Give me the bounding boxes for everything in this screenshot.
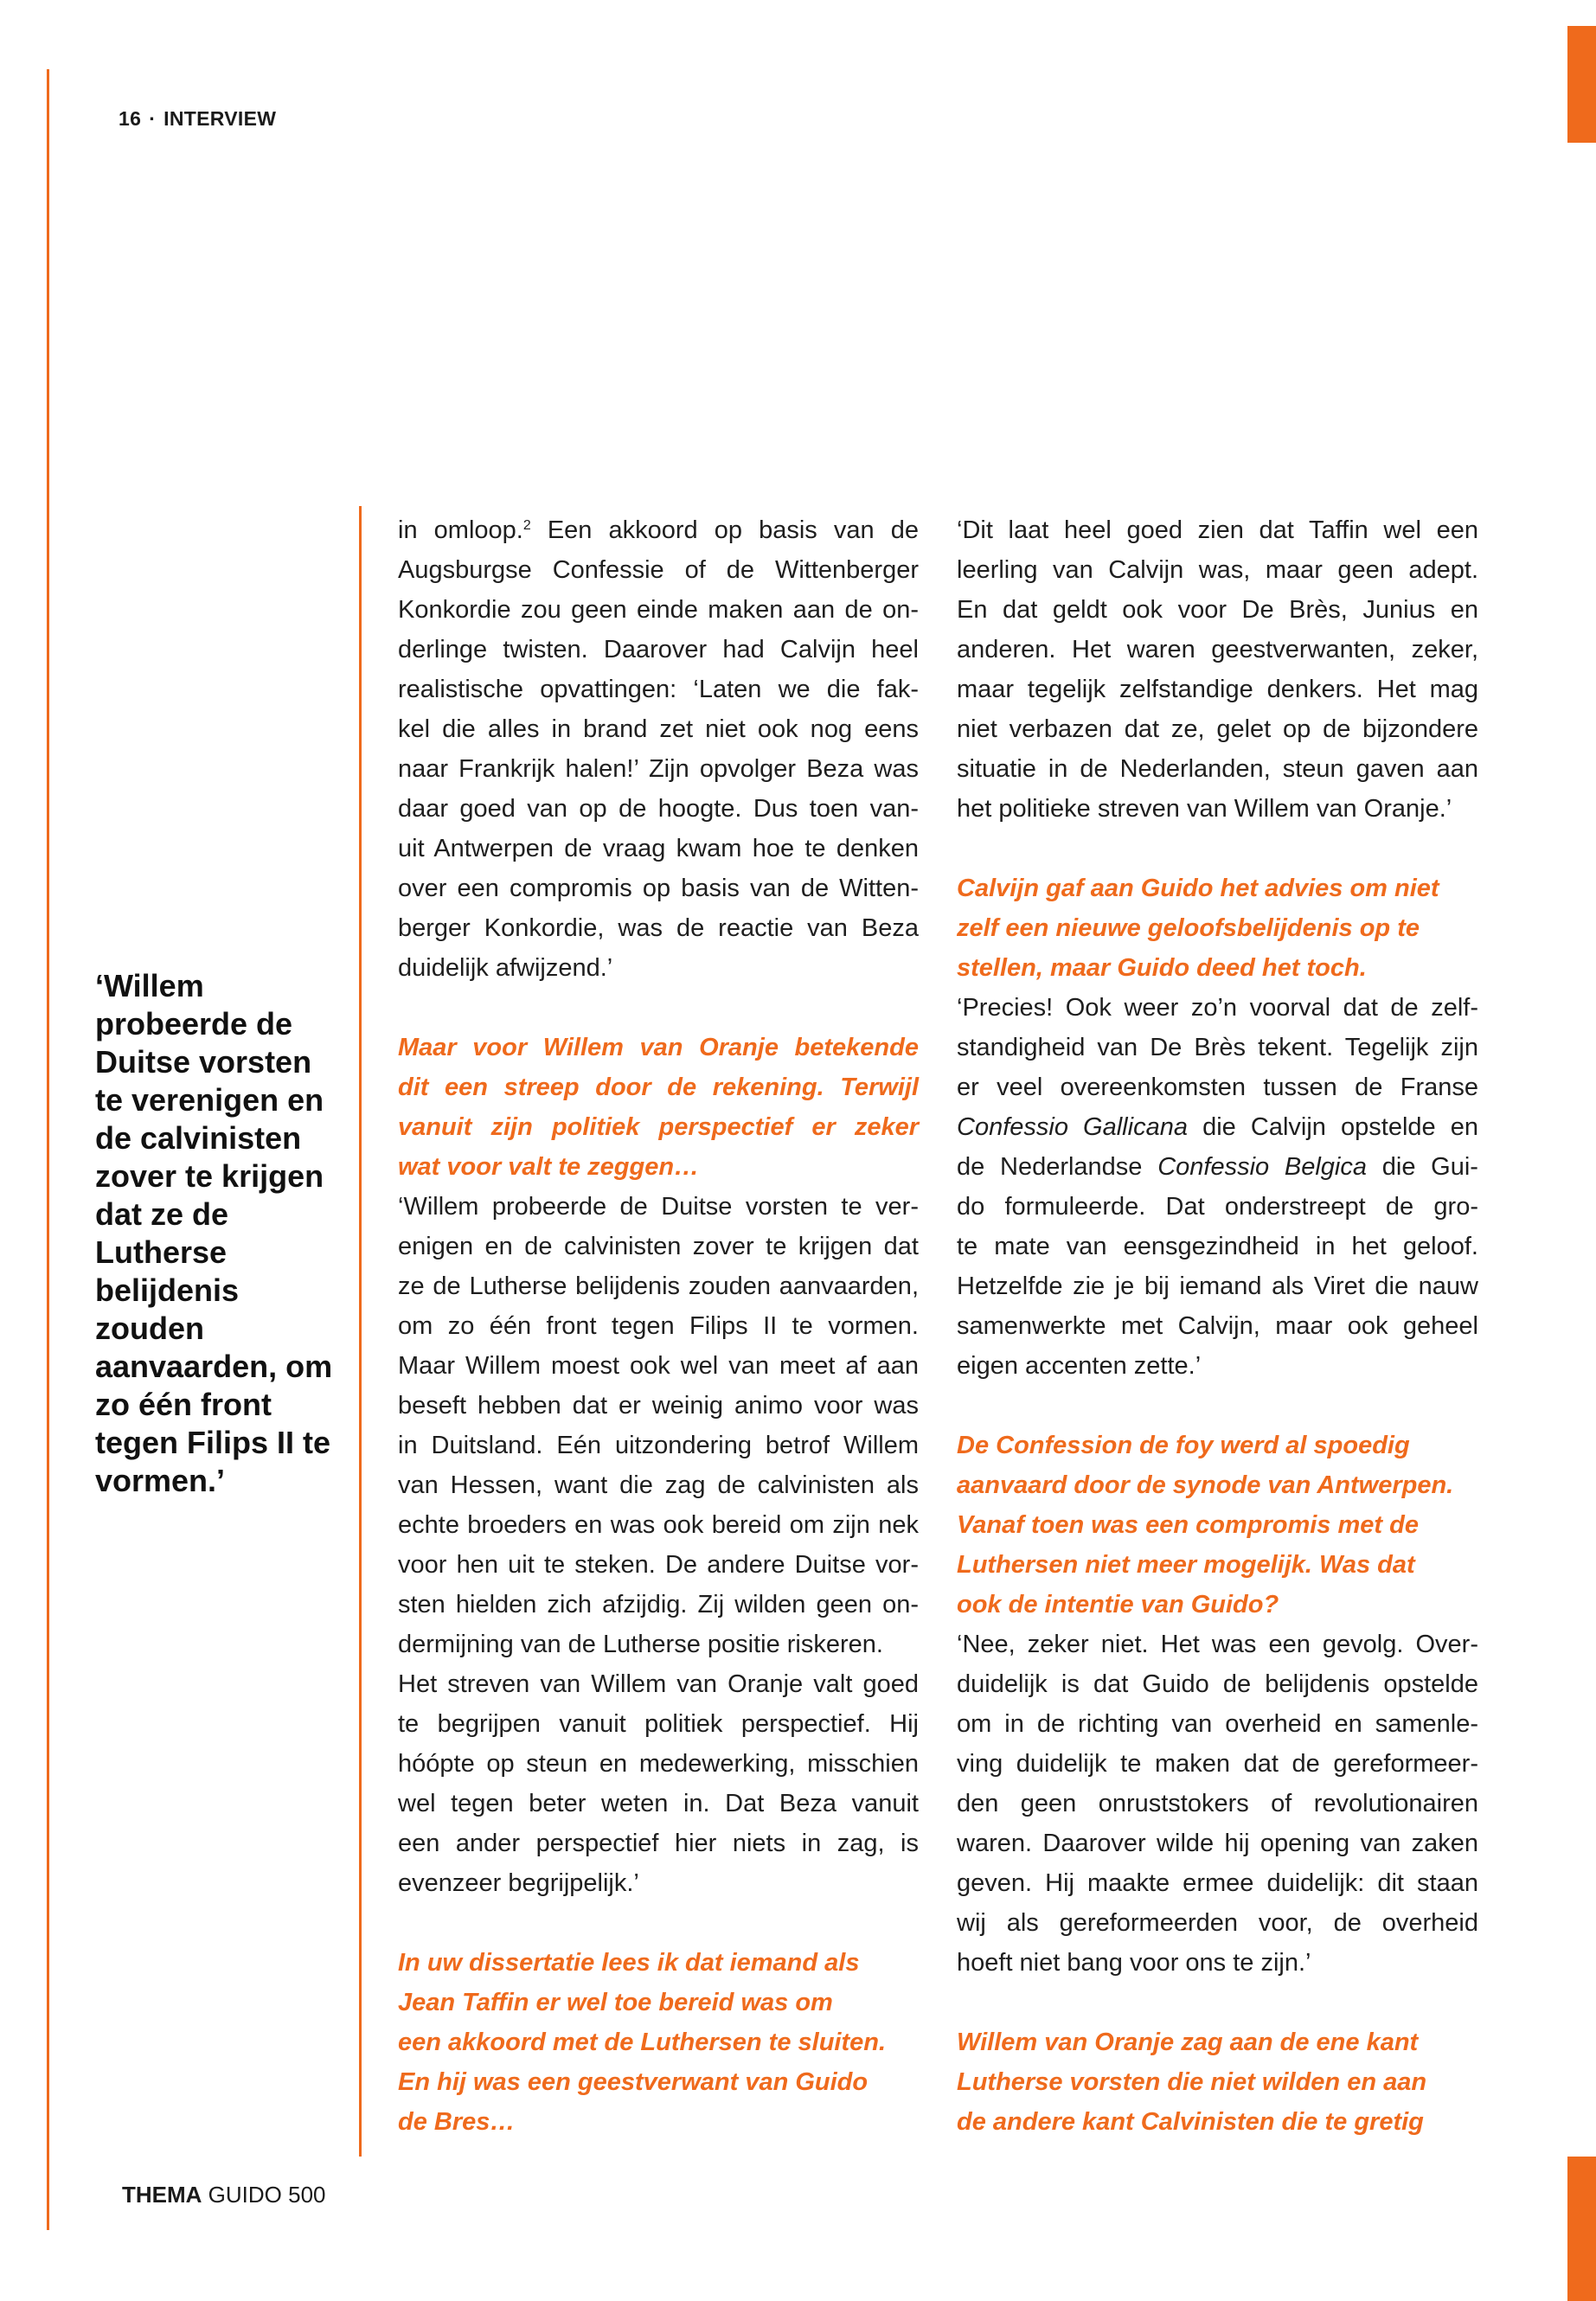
paragraph bbox=[398, 1187, 919, 1664]
accent-tab-top bbox=[1567, 26, 1596, 143]
accent-tab-bottom bbox=[1567, 2157, 1596, 2301]
text-line: duidelijk is dat Guido de belijdenis opstelde bbox=[957, 1670, 1478, 1698]
question-line: de andere kant Calvinisten die te gretig bbox=[957, 2108, 1424, 2136]
question-line: Maar voor Willem van Oranje betekende bbox=[398, 1034, 919, 1061]
text-span: die Calvijn opstelde en bbox=[1187, 1113, 1478, 1141]
text-line: over een compromis op basis van de Witten- bbox=[398, 875, 919, 902]
text-line: niet verbazen dat ze, gelet op de bijzondere bbox=[957, 715, 1478, 743]
text-line: sten hielden zich afzijdig. Zij wilden geen on- bbox=[398, 1591, 919, 1618]
text-line: wij als gereformeerden voor, de overheid bbox=[957, 1909, 1478, 1937]
footnote-reference[interactable]: 2 bbox=[522, 518, 531, 533]
text-line: ‘Nee, zeker niet. Het was een gevolg. Over- bbox=[957, 1631, 1478, 1658]
running-header bbox=[119, 107, 276, 131]
text-line: En dat geldt ook voor De Brès, Junius en bbox=[957, 596, 1478, 624]
text-line: in Duitsland. Eén uitzondering betrof Willem bbox=[398, 1432, 919, 1459]
question-line: Vanaf toen was een compromis met de bbox=[957, 1511, 1419, 1539]
magazine-brand: THEMA bbox=[122, 2182, 202, 2208]
paragraph bbox=[957, 988, 1478, 1386]
text-line: naar Frankrijk halen!’ Zijn opvolger Beza was bbox=[398, 755, 919, 783]
text-line: anderen. Het waren geestverwanten, zeker, bbox=[957, 636, 1478, 663]
text-line: enigen en de calvinisten zover te krijgen dat bbox=[398, 1233, 919, 1260]
text-line: ‘Dit laat heel goed zien dat Taffin wel een bbox=[957, 516, 1478, 544]
question-line: vanuit zijn politiek perspectief er zeker bbox=[398, 1113, 919, 1141]
text-line: maar tegelijk zelfstandige denkers. Het mag bbox=[957, 676, 1478, 703]
text-span: in omloop. bbox=[398, 516, 523, 544]
text-line: do formuleerde. Dat onderstreept de gro- bbox=[957, 1193, 1478, 1221]
text-line: ‘Willem probeerde de Duitse vorsten te ver- bbox=[398, 1193, 919, 1221]
page-number: 16 bbox=[119, 107, 142, 130]
question-line: Jean Taffin er wel toe bereid was om bbox=[398, 1989, 833, 2016]
pull-quote: ‘Willem probeerde de Duitse vorsten te verenigen en de calvinisten zover te krijgen dat ze de Lutherse belijdenis zouden aanvaarden, om zo één front tegen Filips II te vormen.’ bbox=[95, 968, 333, 1498]
text-line: eigen accenten zette.’ bbox=[957, 1352, 1202, 1380]
text-line: wel tegen beter weten in. Dat Beza vanuit bbox=[398, 1790, 919, 1817]
text-line: het politieke streven van Willem van Oranje.’ bbox=[957, 795, 1452, 823]
question-line: aanvaard door de synode van Antwerpen. bbox=[957, 1471, 1454, 1499]
paragraph bbox=[398, 1664, 919, 1903]
interview-question bbox=[957, 1426, 1478, 1625]
text-line: duidelijk afwijzend.’ bbox=[398, 954, 613, 982]
text-line: om in de richting van overheid en samenle- bbox=[957, 1710, 1478, 1738]
text-line: van Hessen, want die zag de calvinisten als bbox=[398, 1471, 919, 1499]
text-line: realistische opvattingen: ‘Laten we die fak- bbox=[398, 676, 919, 703]
question-line: zelf een nieuwe geloofsbelijdenis op te bbox=[957, 914, 1420, 942]
text-line: standigheid van De Brès tekent. Tegelijk zijn bbox=[957, 1034, 1478, 1061]
header-separator: · bbox=[149, 107, 157, 130]
question-line: ook de intentie van Guido? bbox=[957, 1591, 1279, 1618]
interview-question bbox=[957, 2022, 1478, 2142]
text-line: kel die alles in brand zet niet ook nog eens bbox=[398, 715, 919, 743]
text-span: die Gui- bbox=[1367, 1153, 1478, 1181]
text-line bbox=[398, 510, 919, 550]
question-line: De Confession de foy werd al spoedig bbox=[957, 1432, 1410, 1459]
section-label: INTERVIEW bbox=[163, 107, 277, 130]
question-line: Calvijn gaf aan Guido het advies om niet bbox=[957, 875, 1439, 902]
text-line: Konkordie zou geen einde maken aan de on- bbox=[398, 596, 919, 624]
text-line: te begrijpen vanuit politiek perspectief. Hij bbox=[398, 1710, 919, 1738]
text-line: er veel overeenkomsten tussen de Franse bbox=[957, 1074, 1478, 1101]
text-line: den geen onruststokers of revolutionairen bbox=[957, 1790, 1478, 1817]
text-span: Een akkoord op basis van de bbox=[530, 516, 919, 544]
question-line: wat voor valt te zeggen… bbox=[398, 1153, 700, 1181]
question-line: Willem van Oranje zag aan de ene kant bbox=[957, 2029, 1419, 2056]
text-line: Maar Willem moest ook wel van meet af aan bbox=[398, 1352, 919, 1380]
italic-title: Confessio Gallicana bbox=[957, 1113, 1188, 1141]
text-line: Hetzelfde zie je bij iemand als Viret die nauw bbox=[957, 1272, 1478, 1300]
question-line: een akkoord met de Luthersen te sluiten. bbox=[398, 2029, 887, 2056]
text-line: berger Konkordie, was de reactie van Beza bbox=[398, 914, 919, 942]
text-span: de Nederlandse bbox=[957, 1153, 1158, 1181]
paragraph bbox=[957, 510, 1478, 829]
outer-vertical-rule bbox=[47, 69, 49, 2230]
text-line: dermijning van de Lutherse positie riskeren. bbox=[398, 1631, 883, 1658]
text-column-left bbox=[398, 510, 919, 2142]
question-line: Luthersen niet meer mogelijk. Was dat bbox=[957, 1551, 1415, 1579]
text-line: hóópte op steun en medewerking, misschien bbox=[398, 1750, 919, 1778]
inner-vertical-rule bbox=[359, 506, 362, 2157]
paragraph bbox=[398, 510, 919, 988]
text-line: echte broeders en was ook bereid om zijn nek bbox=[398, 1511, 919, 1539]
question-line: de Bres… bbox=[398, 2108, 516, 2136]
text-line: uit Antwerpen de vraag kwam hoe te denken bbox=[398, 835, 919, 862]
text-line: derlinge twisten. Daarover had Calvijn heel bbox=[398, 636, 919, 663]
interview-question bbox=[398, 1943, 919, 2142]
text-line: ‘Precies! Ook weer zo’n voorval dat de zelf- bbox=[957, 994, 1478, 1022]
text-line: evenzeer begrijpelijk.’ bbox=[398, 1869, 639, 1897]
question-line: stellen, maar Guido deed het toch. bbox=[957, 954, 1367, 982]
text-line: voor hen uit te steken. De andere Duitse vor- bbox=[398, 1551, 919, 1579]
question-line: In uw dissertatie lees ik dat iemand als bbox=[398, 1949, 860, 1977]
paragraph bbox=[957, 1625, 1478, 1983]
text-line: Augsburgse Confessie of de Wittenberger bbox=[398, 556, 919, 584]
text-line: ving duidelijk te maken dat de gereformeer- bbox=[957, 1750, 1478, 1778]
text-line: daar goed van op de hoogte. Dus toen van- bbox=[398, 795, 919, 823]
text-line: om zo één front tegen Filips II te vormen. bbox=[398, 1312, 919, 1340]
text-line: geven. Hij maakte ermee duidelijk: dit staan bbox=[957, 1869, 1478, 1897]
question-line: En hij was een geestverwant van Guido bbox=[398, 2068, 869, 2096]
italic-title: Confessio Belgica bbox=[1157, 1153, 1367, 1181]
text-line: hoeft niet bang voor ons te zijn.’ bbox=[957, 1949, 1311, 1977]
text-line: te mate van eensgezindheid in het geloof. bbox=[957, 1233, 1478, 1260]
text-line: ze de Lutherse belijdenis zouden aanvaarden, bbox=[398, 1272, 919, 1300]
magazine-issue: GUIDO 500 bbox=[208, 2182, 326, 2208]
text-line: samenwerkte met Calvijn, maar ook geheel bbox=[957, 1312, 1478, 1340]
question-line: Lutherse vorsten die niet wilden en aan bbox=[957, 2068, 1427, 2096]
question-line: dit een streep door de rekening. Terwijl bbox=[398, 1074, 919, 1101]
running-footer bbox=[122, 2182, 326, 2208]
text-line bbox=[957, 1107, 1478, 1147]
interview-question bbox=[398, 1028, 919, 1187]
interview-question bbox=[957, 868, 1478, 988]
text-column-right bbox=[957, 510, 1478, 2142]
text-line: leerling van Calvijn was, maar geen adept. bbox=[957, 556, 1478, 584]
text-line: beseft hebben dat er weinig animo voor was bbox=[398, 1392, 919, 1420]
text-line bbox=[957, 1147, 1478, 1187]
text-line: situatie in de Nederlanden, steun gaven aan bbox=[957, 755, 1478, 783]
text-line: waren. Daarover wilde hij opening van zaken bbox=[957, 1830, 1478, 1857]
text-line: Het streven van Willem van Oranje valt goed bbox=[398, 1670, 919, 1698]
text-line: een ander perspectief hier niets in zag, is bbox=[398, 1830, 919, 1857]
